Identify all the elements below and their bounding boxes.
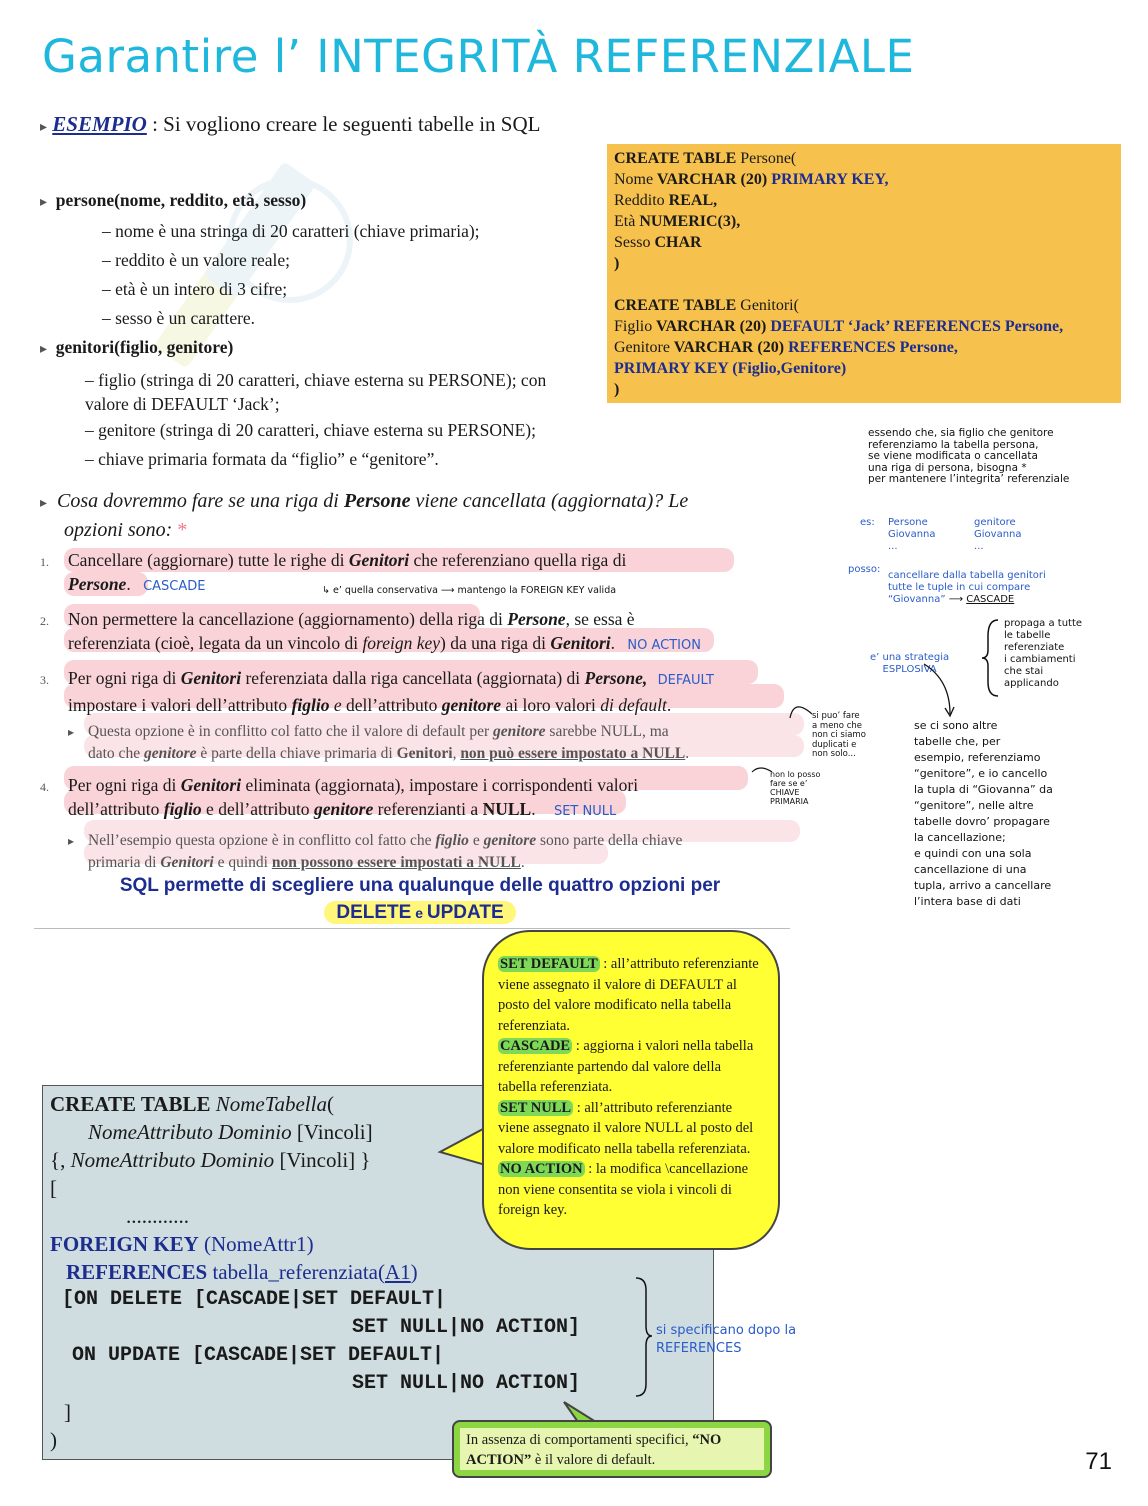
option-text: dell’attributo bbox=[341, 695, 442, 715]
sql-text: Persone( bbox=[736, 150, 797, 167]
syntax-text: tabella_referenziata( bbox=[207, 1260, 385, 1284]
brace-icon bbox=[634, 1276, 654, 1398]
option-subtext: primaria di bbox=[88, 854, 161, 871]
option-subtext: figlio bbox=[435, 832, 469, 849]
sql-keyword: VARCHAR (20) bbox=[669, 339, 785, 356]
option-text: , se essa è bbox=[565, 609, 635, 629]
divider bbox=[34, 928, 790, 929]
option-subtext: . bbox=[520, 854, 525, 871]
list-item: – nome è una stringa di 20 caratteri (chiave primaria); bbox=[102, 221, 480, 241]
syntax-keyword: SET NULL|NO ACTION] bbox=[352, 1372, 581, 1395]
note-line: genitore bbox=[974, 517, 1016, 528]
note-line: Persone bbox=[888, 517, 928, 528]
option-text: Per ogni riga di bbox=[68, 668, 181, 688]
sql-line-text: e bbox=[411, 905, 427, 921]
option-subtext: sono parte della chiave bbox=[536, 832, 683, 849]
bullet-arrow-icon: ▸ bbox=[40, 496, 48, 511]
sql-keyword: VARCHAR (20) bbox=[652, 318, 767, 335]
sql-text: ) bbox=[614, 255, 620, 272]
option-subtext: Genitori bbox=[396, 745, 453, 762]
option-text: Genitori bbox=[550, 633, 611, 653]
note-line: cancellazione di una bbox=[914, 863, 1027, 876]
syntax-text: {, bbox=[50, 1148, 71, 1172]
set-null-tag: SET NULL bbox=[553, 804, 617, 819]
bubble-text: : all’attributo referenziante viene assegnato il valore di DEFAULT al posto del valore modificato nella tabella referenziata. bbox=[498, 956, 759, 1034]
option-number: 1. bbox=[40, 555, 49, 569]
option-text: figlio bbox=[163, 799, 202, 819]
note-line: una riga di persona, bisogna * bbox=[868, 461, 1027, 474]
persone-section bbox=[40, 186, 546, 474]
syntax-keyword: CREATE TABLE bbox=[50, 1092, 211, 1116]
option-text: . bbox=[531, 799, 536, 819]
note-line: la cancellazione; bbox=[914, 831, 1006, 844]
syntax-text: [Vincoli] bbox=[291, 1120, 373, 1144]
syntax-keyword: ON UPDATE [CASCADE|SET DEFAULT| bbox=[72, 1344, 445, 1367]
sql-text: Figlio bbox=[614, 318, 653, 335]
note-non-posso bbox=[770, 770, 820, 806]
note-line: propaga a tutte bbox=[1004, 618, 1083, 629]
option-text: dell’attributo bbox=[68, 799, 164, 819]
bullet-arrow-icon: ▸ bbox=[40, 342, 48, 357]
note-line: cancellare dalla tabella genitori bbox=[888, 570, 1046, 581]
bullet-arrow-icon: ▸ bbox=[40, 195, 48, 210]
note-line: “genitore”, e io cancello bbox=[914, 767, 1048, 780]
bubble-text: : la modifica \cancellazione non viene consentita se viola i vincoli di foreign key. bbox=[498, 1161, 749, 1218]
syntax-keyword: FOREIGN KEY bbox=[50, 1232, 199, 1256]
list-item: – età è un intero di 3 cifre; bbox=[102, 279, 288, 299]
option-text: Per ogni riga di bbox=[68, 775, 181, 795]
option-subtext: Nell’esempio questa opzione è in conflitto col fatto che bbox=[88, 832, 436, 849]
sql-line-text: SQL bbox=[119, 875, 159, 896]
option-text: Cancellare (aggiornare) tutte le righe di bbox=[68, 550, 349, 570]
arrow-icon bbox=[786, 698, 816, 722]
option-text: . bbox=[126, 574, 131, 594]
option-text: e bbox=[329, 695, 342, 715]
note-line: si specificano dopo la bbox=[656, 1323, 797, 1338]
option-text: genitore bbox=[313, 799, 374, 819]
option-subtext: sarebbe NULL, ma bbox=[545, 723, 669, 740]
note-si-puo bbox=[812, 712, 866, 760]
sql-line-text: UPDATE bbox=[426, 902, 504, 923]
options-bubble bbox=[482, 930, 780, 1250]
note-line: es: bbox=[860, 517, 875, 528]
sql-text: Genitore bbox=[614, 339, 670, 356]
option-text: Non permettere la cancellazione (aggiornamento) bbox=[68, 609, 415, 629]
option-text: foreign key bbox=[362, 633, 441, 653]
list-item: valore di DEFAULT ‘Jack’; bbox=[85, 394, 280, 414]
sql-text: Sesso bbox=[614, 234, 651, 251]
note-line: non solo... bbox=[812, 749, 856, 759]
cascade-tag: CASCADE bbox=[143, 579, 206, 594]
sql-keyword: PRIMARY KEY (Figlio,Genitore) bbox=[614, 360, 847, 377]
note-si-specificano bbox=[656, 1322, 796, 1358]
option-text: figlio bbox=[291, 695, 330, 715]
note-line: non lo posso bbox=[770, 770, 821, 779]
list-item: – genitore (stringa di 20 caratteri, chiave esterna su PERSONE); bbox=[85, 420, 536, 440]
note-line: tabelle che, per bbox=[914, 735, 1001, 748]
sql-keyword: REAL, bbox=[664, 192, 718, 209]
option-subtext: genitore bbox=[493, 723, 546, 740]
sql-options-line bbox=[40, 872, 800, 927]
option-number: 4. bbox=[40, 780, 49, 794]
option-text: impostare i valori dell’attributo bbox=[68, 695, 292, 715]
note-line: se viene modificata o cancellata bbox=[868, 450, 1038, 462]
syntax-text: A1 bbox=[385, 1260, 411, 1284]
page-number: 71 bbox=[1085, 1448, 1112, 1475]
option-text: Persone bbox=[507, 609, 566, 629]
note-line: e’ una strategia bbox=[870, 652, 950, 663]
asterisk-mark: * bbox=[177, 519, 188, 541]
arrow-icon bbox=[750, 764, 776, 780]
sql-keyword: PRIMARY KEY, bbox=[767, 171, 889, 188]
bubble-keyword: NO ACTION bbox=[500, 1161, 583, 1177]
note-line: “Giovanna” bbox=[888, 594, 946, 605]
note-line: l’intera base di dati bbox=[914, 895, 1021, 908]
note-line: tabelle dovro’ propagare bbox=[914, 815, 1050, 828]
note-line: CASCADE bbox=[966, 594, 1015, 605]
page-title: Garantire l’ INTEGRITÀ REFERENZIALE bbox=[42, 30, 915, 83]
note-line: essendo che, sia figlio che genitore bbox=[868, 427, 1054, 439]
note-line: CHIAVE bbox=[770, 788, 800, 797]
option-number: 2. bbox=[40, 614, 49, 628]
note-posso-label bbox=[848, 564, 880, 575]
note-posso: cancellare dalla tabella genitori tutte le tuple in cui compare “Giovanna” ⟶ CASCADE bbox=[888, 570, 1138, 606]
option-text: referenzianti a bbox=[373, 799, 483, 819]
option-subtext: e quindi bbox=[213, 854, 272, 871]
option-text: e dell’attributo bbox=[201, 799, 314, 819]
syntax-keyword: SET NULL|NO ACTION] bbox=[352, 1316, 581, 1339]
sql-text: Età bbox=[614, 213, 636, 230]
note-line: i cambiamenti bbox=[1004, 654, 1076, 665]
note-line: la tupla di “Giovanna” da bbox=[914, 783, 1053, 796]
syntax-text: NomeAttributo Dominio bbox=[88, 1120, 292, 1144]
note-line: e quindi con una sola bbox=[914, 847, 1032, 860]
option-text: Genitori bbox=[180, 775, 242, 795]
list-item: – reddito è un valore reale; bbox=[102, 250, 291, 270]
option-text: ai loro valori bbox=[501, 695, 601, 715]
option-subtext: non possono essere impostati a NULL bbox=[271, 854, 521, 871]
default-note-text: è il valore di default. bbox=[531, 1452, 656, 1468]
sql-keyword: NUMERIC(3), bbox=[635, 213, 741, 230]
note-line: le tabelle bbox=[1004, 630, 1051, 641]
note-line: che stai bbox=[1004, 666, 1044, 677]
sql-text: ) bbox=[614, 381, 620, 398]
syntax-text: ) bbox=[410, 1260, 418, 1284]
sql-text: Nome bbox=[614, 171, 654, 188]
note-line: applicando bbox=[1004, 678, 1059, 689]
default-note-text: “NO ACTION” bbox=[466, 1432, 722, 1468]
default-note-text: In assenza di comportamenti specifici, bbox=[466, 1432, 693, 1448]
option-text: referenziata dalla riga cancellata (aggiornata) di bbox=[241, 668, 585, 688]
option-text: . bbox=[666, 695, 672, 715]
note-line: posso: bbox=[848, 564, 881, 575]
list-item: – figlio (stringa di 20 caratteri, chiave esterna su PERSONE); con bbox=[85, 370, 547, 390]
option-text: che referenziano quella riga di bbox=[409, 550, 627, 570]
note-line: referenziamo la tabella persona, bbox=[868, 438, 1039, 451]
option-subtext: Questa opzione è in conflitto col fatto che il valore di default per bbox=[88, 723, 494, 740]
note-line: ... bbox=[888, 541, 898, 552]
note-line: REFERENCES bbox=[656, 1341, 742, 1356]
option-text: referenziata (cioè, legata da un vincolo di bbox=[68, 633, 363, 653]
note-line: ESPLOSIVA bbox=[882, 664, 937, 675]
syntax-text: NomeTabella bbox=[210, 1092, 327, 1116]
sql-create-box bbox=[607, 144, 1121, 403]
syntax-keyword: [ON DELETE [CASCADE|SET DEFAULT| bbox=[62, 1288, 447, 1311]
syntax-text: ............ bbox=[126, 1204, 189, 1228]
question-text: viene cancellata (aggiornata)? Le bbox=[410, 490, 689, 512]
note-example-genitore bbox=[974, 517, 1022, 553]
syntax-text: [Vincoli] } bbox=[274, 1148, 371, 1172]
option-subtext: . bbox=[685, 745, 690, 762]
option-subtext: dato che bbox=[88, 745, 144, 762]
bullet-arrow-icon: ▸ bbox=[68, 725, 75, 739]
question-text: Cosa dovremmo fare se una riga di bbox=[57, 490, 344, 512]
note-line: duplicati e bbox=[812, 739, 857, 750]
sql-keyword: CHAR bbox=[650, 234, 702, 251]
sql-text: Reddito bbox=[614, 192, 665, 209]
option-subtext: e bbox=[468, 832, 484, 849]
note-line: si puo’ fare bbox=[812, 711, 860, 721]
note-line: ... bbox=[974, 541, 984, 552]
note-line: Giovanna bbox=[888, 529, 936, 540]
note-line: tupla, arrivo a cancellare bbox=[914, 879, 1052, 892]
sql-keyword: VARCHAR (20) bbox=[653, 171, 768, 188]
syntax-text: NomeAttributo Dominio bbox=[70, 1148, 275, 1172]
note-propaga bbox=[1004, 618, 1134, 690]
sql-line-text: permette di scegliere una qualunque delle quattro opzioni per bbox=[158, 875, 721, 896]
option-text: Genitori bbox=[180, 668, 242, 688]
note-line: Giovanna bbox=[974, 529, 1022, 540]
option-subtext: è parte della chiave primaria di bbox=[196, 745, 397, 762]
option-text: genitore bbox=[441, 695, 502, 715]
intro-text: : Si vogliono creare le seguenti tabelle in SQL bbox=[146, 112, 541, 136]
intro-line bbox=[40, 112, 540, 137]
bubble-keyword: SET NULL bbox=[500, 1099, 572, 1116]
note-essendo bbox=[868, 428, 1138, 486]
esempio-label: ESEMPIO bbox=[52, 112, 147, 136]
default-note bbox=[460, 1428, 764, 1470]
note-example bbox=[860, 517, 875, 528]
option-text: Genitori bbox=[348, 550, 410, 570]
option-text: della riga di bbox=[414, 609, 508, 629]
note-line: per mantenere l’integrita’ referenziale bbox=[868, 473, 1070, 485]
syntax-text: ( bbox=[326, 1092, 334, 1116]
note-se-ci bbox=[914, 718, 1144, 910]
note-line: e’ quella conservativa ⟶ mantengo la FOREIGN KEY valida bbox=[332, 585, 617, 596]
list-item: – sesso è un carattere. bbox=[102, 308, 256, 328]
no-action-tag: NO ACTION bbox=[627, 638, 701, 653]
sql-keyword: CREATE TABLE bbox=[614, 297, 737, 314]
note-line: referenziate bbox=[1004, 642, 1065, 653]
arrow-icon bbox=[920, 660, 960, 720]
note-line: tutte le tuple in cui compare bbox=[888, 582, 1031, 593]
option-number: 3. bbox=[40, 673, 49, 687]
sql-line-text: DELETE bbox=[336, 902, 412, 923]
bullet-arrow-icon: ▸ bbox=[68, 834, 75, 848]
question bbox=[40, 488, 688, 544]
option-subtext: genitore bbox=[143, 745, 197, 762]
option-text: Persone bbox=[68, 574, 127, 594]
option-text: . bbox=[610, 633, 616, 653]
brace-icon bbox=[980, 616, 1004, 700]
bubble-keyword: SET DEFAULT bbox=[500, 956, 598, 972]
note-line: “genitore”, nelle altre bbox=[914, 799, 1034, 812]
list-item: – chiave primaria formata da “figlio” e “genitore”. bbox=[85, 449, 439, 469]
note-line: fare se e’ bbox=[770, 779, 808, 788]
sql-keyword: DEFAULT ‘Jack’ REFERENCES Persone, bbox=[766, 318, 1064, 335]
question-text: opzioni sono: bbox=[64, 519, 173, 541]
bubble-text: : aggiorna i valori nella tabella referenziante partendo dal valore della tabella referenziata. bbox=[498, 1038, 754, 1095]
sql-keyword: CREATE TABLE bbox=[614, 150, 737, 167]
syntax-text: ] bbox=[64, 1400, 71, 1424]
note-line: non ci siamo bbox=[812, 730, 866, 740]
note-example-persone bbox=[888, 517, 936, 553]
note-line: a meno che bbox=[812, 720, 862, 731]
note-conservativa: ↳ e’ quella conservativa ⟶ mantengo la FOREIGN KEY valida bbox=[322, 585, 617, 596]
bullet-arrow-icon: ▸ bbox=[40, 120, 48, 135]
options-list bbox=[38, 548, 798, 874]
option-subtext: Genitori bbox=[160, 854, 214, 871]
question-text: Persone bbox=[343, 490, 411, 512]
option-text: di default bbox=[600, 695, 667, 715]
option-text: Persone, bbox=[584, 668, 648, 688]
persone-heading: persone(nome, reddito, età, sesso) bbox=[55, 190, 307, 210]
option-subtext: , bbox=[452, 745, 461, 762]
option-text: ) da una riga di bbox=[440, 633, 551, 653]
syntax-text: ) bbox=[50, 1428, 57, 1452]
bubble-text: : all’attributo referenziante viene assegnato il valore NULL al posto del valore modificato nella tabella referenziata. bbox=[498, 1099, 754, 1157]
sql-text: Genitori( bbox=[736, 297, 799, 314]
option-text: NULL bbox=[482, 799, 532, 819]
syntax-text: (NomeAttr1) bbox=[198, 1232, 314, 1256]
syntax-text: [ bbox=[50, 1176, 57, 1200]
default-tag: DEFAULT bbox=[657, 673, 714, 688]
option-subtext: genitore bbox=[483, 832, 537, 849]
genitori-heading: genitori(figlio, genitore) bbox=[55, 337, 234, 357]
sql-keyword: REFERENCES Persone, bbox=[784, 339, 958, 356]
bubble-keyword: CASCADE bbox=[500, 1038, 571, 1054]
note-line: PRIMARIA bbox=[770, 797, 809, 806]
option-subtext: non può essere impostato a NULL bbox=[460, 745, 686, 762]
option-text: eliminata (aggiornata), impostare i corrispondenti valori bbox=[241, 775, 639, 795]
default-note-box bbox=[452, 1420, 772, 1478]
syntax-keyword: REFERENCES bbox=[66, 1260, 208, 1284]
note-line: esempio, referenziamo bbox=[914, 751, 1041, 764]
note-line: se ci sono altre bbox=[914, 719, 998, 732]
